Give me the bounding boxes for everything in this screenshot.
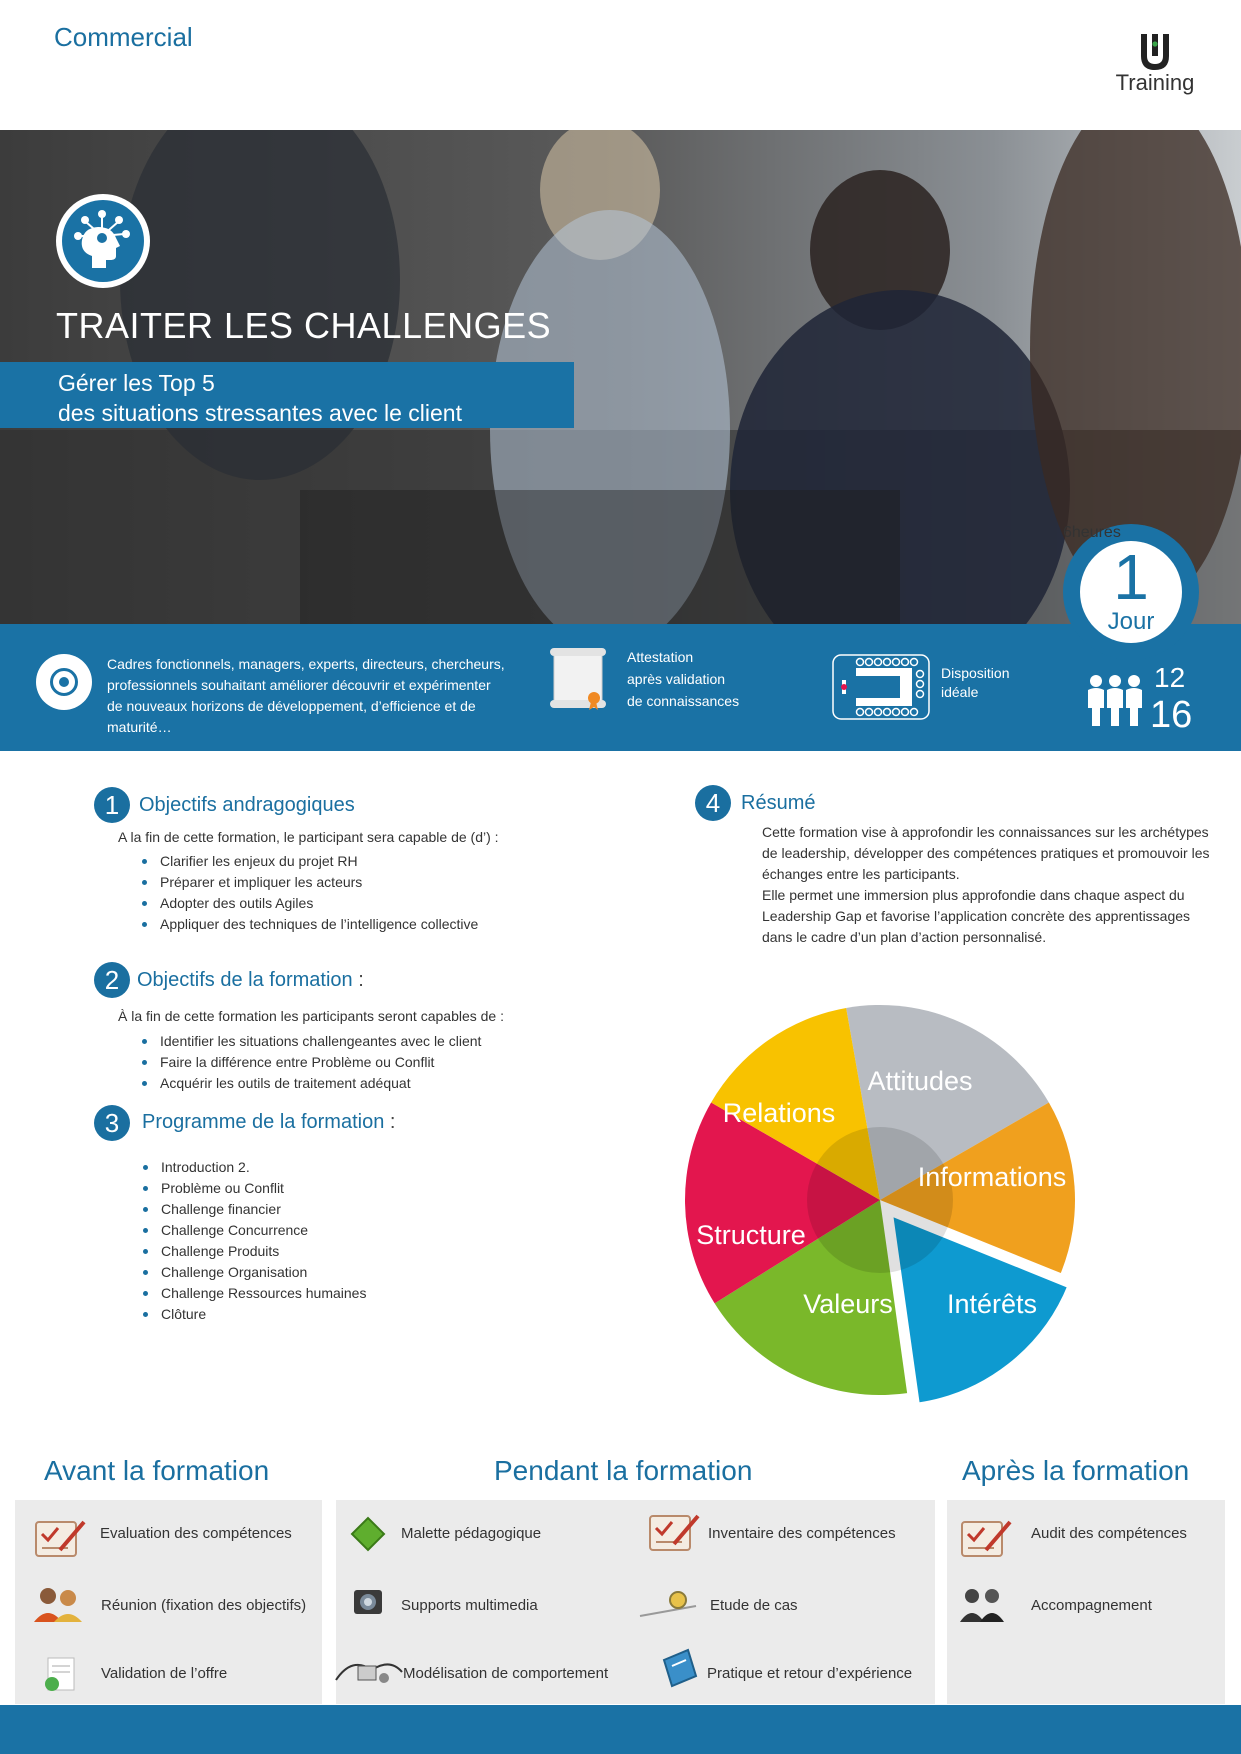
subtitle-line-1: Gérer les Top 5 [58, 370, 215, 396]
pendant-item-right-3: Pratique et retour d’expérience [707, 1665, 913, 1682]
pie-label-valeurs: Valeurs [803, 1289, 893, 1319]
apres-item-1: Audit des compétences [1031, 1525, 1187, 1542]
section-3-title: Programme de la formation [142, 1111, 385, 1133]
briefcase-kit-icon [348, 1514, 388, 1554]
participants-min: 12 [1154, 662, 1186, 693]
duration-unit: Jour [1107, 608, 1155, 635]
disposition-text [941, 664, 1009, 702]
behavior-modeling-icon [332, 1650, 406, 1690]
section-2-title: Objectifs de la formation [137, 969, 353, 991]
attestation-line-1: Attestation [627, 649, 694, 665]
list-item: Acquérir les outils de traitement adéquat [140, 1073, 481, 1094]
section-2-intro: À la fin de cette formation les participants seront capables de : [118, 1008, 504, 1024]
section-3-colon: : [384, 1111, 396, 1133]
pendant-title: Pendant la formation [494, 1455, 753, 1486]
info-band [0, 624, 1241, 751]
pie-label-attitudes: Attitudes [867, 1066, 973, 1096]
attestation-line-3: de connaissances [627, 693, 740, 709]
target-icon [36, 654, 92, 710]
section-3-number: 3 [94, 1105, 130, 1141]
list-item: Challenge Ressources humaines [141, 1283, 366, 1304]
subtitle-box [0, 362, 574, 428]
multimedia-icon [348, 1582, 388, 1622]
section-1-list [140, 851, 478, 935]
avant-item-3: Validation de l’offre [101, 1665, 228, 1682]
clipboard-check-icon [30, 1516, 86, 1560]
attestation-text [627, 646, 739, 712]
pendant-item-right-1: Inventaire des compétences [708, 1525, 896, 1542]
pendant-item-left-1: Malette pédagogique [401, 1525, 542, 1542]
list-item: Adopter des outils Agiles [140, 893, 478, 914]
section-4-title: Résumé [741, 792, 816, 814]
category-label: Commercial [54, 22, 193, 52]
pie-label-intérêts: Intérêts [946, 1289, 1038, 1319]
section-1-intro: A la fin de cette formation, le participant sera capable de (d’) : [118, 829, 499, 845]
avant-item-2: Réunion (fixation des objectifs) [101, 1597, 307, 1614]
list-item: Challenge Organisation [141, 1262, 366, 1283]
document-validation-icon [40, 1654, 80, 1694]
brain-network-icon [56, 194, 150, 288]
section-1-title: Objectifs andragogiques [139, 794, 355, 816]
support-team-icon [958, 1584, 1006, 1624]
inventory-clipboard-icon [644, 1510, 700, 1554]
list-item: Appliquer des techniques de l’intelligence collective [140, 914, 478, 935]
section-2-colon: : [352, 969, 364, 991]
resume-paragraph-1: Cette formation vise à approfondir les connaissances sur les archétypes de leadership, développer des compétences pratiques et promouvoir les échanges entre les participants. [762, 824, 1210, 882]
list-item: Clôture [141, 1304, 366, 1325]
resume-text [762, 822, 1222, 948]
challenge-pie-diagram [680, 990, 1100, 1420]
duration-value: 1 [1113, 541, 1149, 613]
list-item: Problème ou Conflit [141, 1178, 366, 1199]
list-item: Challenge Produits [141, 1241, 366, 1262]
pendant-item-left-2: Supports multimedia [401, 1597, 538, 1614]
pendant-item-right-2: Etude de cas [710, 1597, 798, 1614]
brand-name: Training [1115, 70, 1195, 95]
room-layout-icon [832, 654, 930, 720]
list-item: Challenge Concurrence [141, 1220, 366, 1241]
certificate-scroll-icon [548, 646, 608, 712]
pie-label-structure: Structure [696, 1220, 806, 1250]
attestation-line-2: après validation [627, 671, 726, 687]
apres-title: Après la formation [962, 1455, 1190, 1486]
footer-bar [0, 1705, 1241, 1754]
duration-hours: 6heures [1063, 524, 1121, 541]
participants-max: 16 [1150, 694, 1193, 736]
list-item: Faire la différence entre Problème ou Conflit [140, 1052, 481, 1073]
list-item: Clarifier les enjeux du projet RH [140, 851, 478, 872]
duration-badge [1063, 524, 1199, 660]
resume-paragraph-2: Elle permet une immersion plus approfondie dans chaque aspect du Leadership Gap et favorise l’application concrète des apprentissages dans le cadre d’un plan d’action personnalisé. [762, 887, 1191, 945]
list-item: Introduction 2. [141, 1157, 366, 1178]
case-study-magnifier-icon [638, 1590, 698, 1620]
participants-icon [1086, 674, 1144, 726]
logo-mark-icon [1135, 30, 1175, 72]
section-2-number: 2 [94, 962, 130, 998]
subtitle-line-2: des situations stressantes avec le client [58, 400, 462, 426]
apres-item-2: Accompagnement [1031, 1597, 1152, 1614]
brand-logo [1110, 30, 1200, 96]
experience-feedback-icon [660, 1646, 700, 1690]
pie-label-informations: Informations [917, 1162, 1067, 1192]
avant-title: Avant la formation [44, 1455, 270, 1486]
section-3-heading [142, 1111, 395, 1134]
meeting-people-icon [32, 1584, 84, 1624]
hero-banner [0, 130, 1241, 624]
pendant-item-left-3: Modélisation de comportement [403, 1665, 609, 1682]
page-title: TRAITER LES CHALLENGES [56, 305, 552, 346]
list-item: Challenge financier [141, 1199, 366, 1220]
section-1-number: 1 [94, 787, 130, 823]
section-2-list [140, 1031, 481, 1094]
disposition-line-1: Disposition [941, 665, 1010, 681]
avant-item-1: Evaluation des compétences [100, 1525, 292, 1542]
list-item: Préparer et impliquer les acteurs [140, 872, 478, 893]
pie-label-relations: Relations [722, 1098, 836, 1128]
pie-center-overlay [807, 1127, 953, 1273]
disposition-line-2: idéale [941, 684, 979, 700]
list-item: Identifier les situations challengeantes avec le client [140, 1031, 481, 1052]
section-3-list [141, 1157, 366, 1325]
section-4-number: 4 [695, 785, 731, 821]
audit-clipboard-icon [956, 1516, 1012, 1560]
section-2-heading [137, 969, 364, 992]
audience-text: Cadres fonctionnels, managers, experts, directeurs, chercheurs, professionnels souhaitant améliorer découvrir et expérimenter de nouveaux horizons de développement, d’efficience et de maturité… [107, 656, 505, 735]
